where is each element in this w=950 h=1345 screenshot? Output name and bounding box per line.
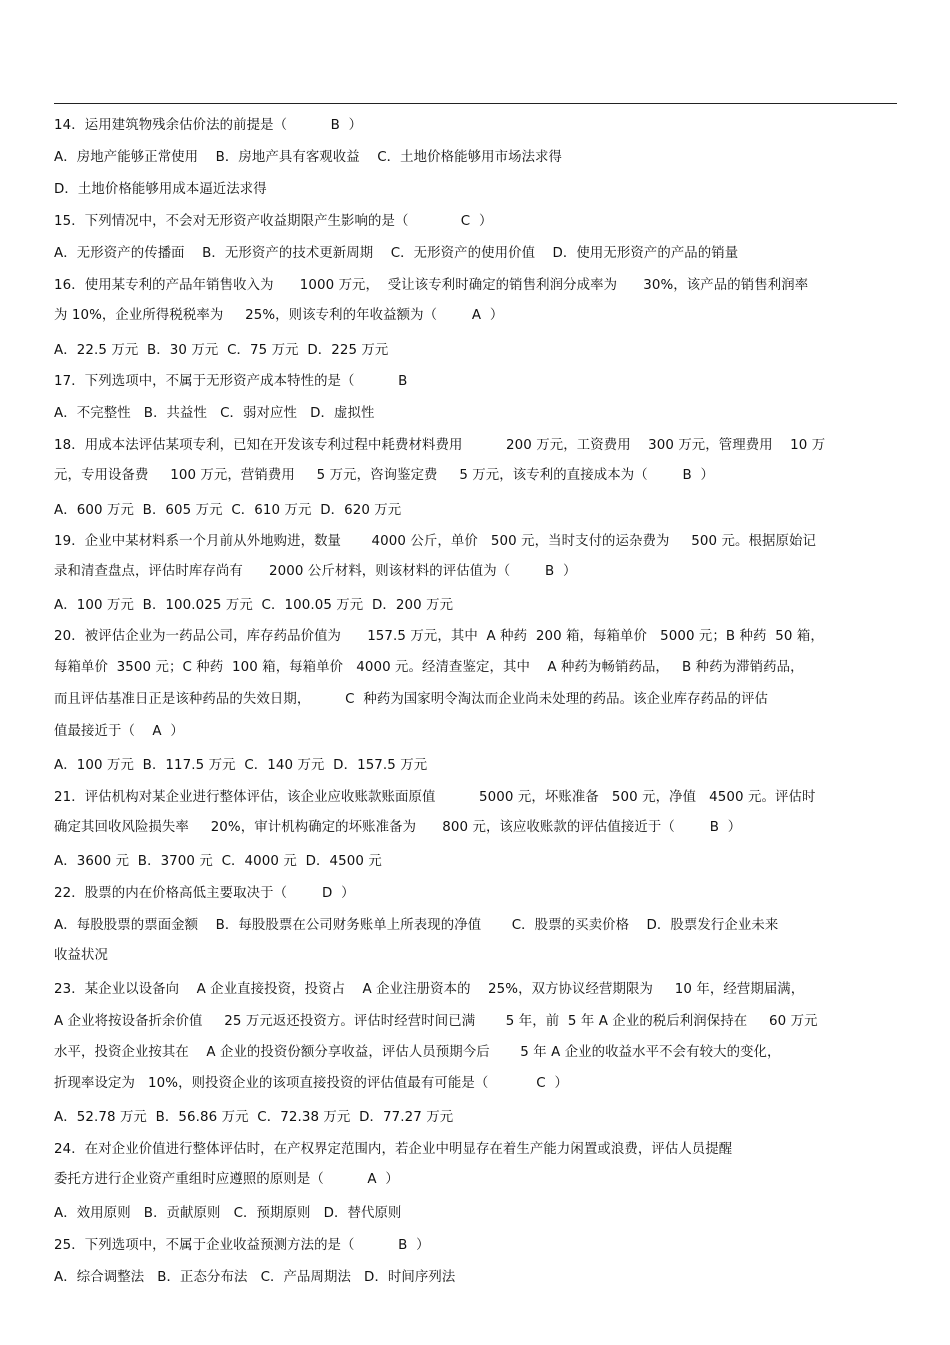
header-rule [54, 103, 897, 104]
q19-stem-line-1: 19．企业中某材料系一个月前从外地购进，数量 4000 公斤，单价 500 元，当时支付的运杂费为 500 元。根据原始记 [54, 534, 816, 549]
q14-options-line-1: A．房地产能够正常使用 B．房地产具有客观收益 C．土地价格能够用市场法求得 [54, 150, 563, 165]
q25-options: A．综合调整法 B．正态分布法 C．产品周期法 D．时间序列法 [54, 1270, 456, 1285]
q19-stem-line-2: 录和清查盘点，评估时库存尚有 2000 公斤材料，则该材料的评估值为（ B ） [54, 564, 577, 579]
q23-options: A．52.78 万元 B．56.86 万元 C．72.38 万元 D．77.27 万元 [54, 1110, 454, 1125]
q21-stem-line-1: 21．评估机构对某企业进行整体评估，该企业应收账款账面原值 5000 元，坏账准备 500 元，净值 4500 元。评估时 [54, 790, 816, 805]
q23-stem-line-1: 23．某企业以设备向 A 企业直接投资，投资占 A 企业注册资本的 25%，双方协议经营期限为 10 年，经营期届满， [54, 982, 805, 997]
q18-stem-line-1: 18．用成本法评估某项专利，已知在开发该专利过程中耗费材料费用 200 万元，工资费用 300 万元，管理费用 10 万 [54, 438, 826, 453]
q23-stem-line-3: 水平，投资企业按其在 A 企业的投资份额分享收益，评估人员预期今后 5 年 A 企业的收益水平不会有较大的变化， [54, 1045, 781, 1060]
q24-stem-line-2: 委托方进行企业资产重组时应遵照的原则是（ A ） [54, 1172, 399, 1187]
q19-options: A．100 万元 B．100.025 万元 C．100.05 万元 D．200 万元 [54, 598, 454, 613]
q22-stem: 22．股票的内在价格高低主要取决于（ D ） [54, 886, 355, 901]
q16-options: A．22.5 万元 B．30 万元 C．75 万元 D．225 万元 [54, 343, 389, 358]
q16-stem-line-2: 为 10%，企业所得税税率为 25%，则该专利的年收益额为（ A ） [54, 308, 504, 323]
q23-stem-line-4: 折现率设定为 10%，则投资企业的该项直接投资的评估值最有可能是（ C ） [54, 1076, 568, 1091]
q17-options: A．不完整性 B．共益性 C．弱对应性 D．虚拟性 [54, 406, 375, 421]
q15-stem: 15．下列情况中，不会对无形资产收益期限产生影响的是（ C ） [54, 214, 493, 229]
q16-stem-line-1: 16．使用某专利的产品年销售收入为 1000 万元， 受让该专利时确定的销售利润分成率为 30%，该产品的销售利润率 [54, 278, 809, 293]
q20-stem-line-4: 值最接近于（ A ） [54, 724, 184, 739]
q20-stem-line-2: 每箱单价 3500 元；C 种药 100 箱，每箱单价 4000 元。经清查鉴定，其中 A 种药为畅销药品， B 种药为滞销药品， [54, 660, 804, 675]
q22-options-line-1: A．每股股票的票面金额 B．每股股票在公司财务账单上所表现的净值 C．股票的买卖价格 D．股票发行企业未来 [54, 918, 779, 933]
q21-stem-line-2: 确定其回收风险损失率 20%，审计机构确定的坏账准备为 800 元，该应收账款的评估值接近于（ B ） [54, 820, 742, 835]
q24-options: A．效用原则 B．贡献原则 C．预期原则 D．替代原则 [54, 1206, 402, 1221]
q14-options-line-2: D．土地价格能够用成本逼近法求得 [54, 182, 267, 197]
q23-stem-line-2: A 企业将按设备折余价值 25 万元返还投资方。评估时经营时间已满 5 年，前 5 年 A 企业的税后利润保持在 60 万元 [54, 1014, 818, 1029]
q17-stem: 17．下列选项中，不属于无形资产成本特性的是（ B [54, 374, 408, 389]
q15-options: A．无形资产的传播面 B．无形资产的技术更新周期 C．无形资产的使用价值 D．使用无形资产的产品的销量 [54, 246, 739, 261]
q24-stem-line-1: 24．在对企业价值进行整体评估时，在产权界定范围内，若企业中明显存在着生产能力闲置或浪费，评估人员提醒 [54, 1142, 733, 1157]
q18-options: A．600 万元 B．605 万元 C．610 万元 D．620 万元 [54, 503, 402, 518]
q22-options-line-2: 收益状况 [54, 948, 108, 963]
q25-stem: 25．下列选项中，不属于企业收益预测方法的是（ B ） [54, 1238, 430, 1253]
q21-options: A．3600 元 B．3700 元 C．4000 元 D．4500 元 [54, 854, 382, 869]
q20-stem-line-1: 20．被评估企业为一药品公司，库存药品价值为 157.5 万元，其中 A 种药 200 箱，每箱单价 5000 元；B 种药 50 箱， [54, 629, 824, 644]
q20-options: A．100 万元 B．117.5 万元 C．140 万元 D．157.5 万元 [54, 758, 428, 773]
q20-stem-line-3: 而且评估基准日正是该种药品的失效日期， C 种药为国家明令淘汰而企业尚未处理的药品。该企业库存药品的评估 [54, 692, 769, 707]
q18-stem-line-2: 元，专用设备费 100 万元，营销费用 5 万元，咨询鉴定费 5 万元，该专利的直接成本为（ B ） [54, 468, 715, 483]
q14-stem: 14．运用建筑物残余估价法的前提是（ B ） [54, 118, 363, 133]
